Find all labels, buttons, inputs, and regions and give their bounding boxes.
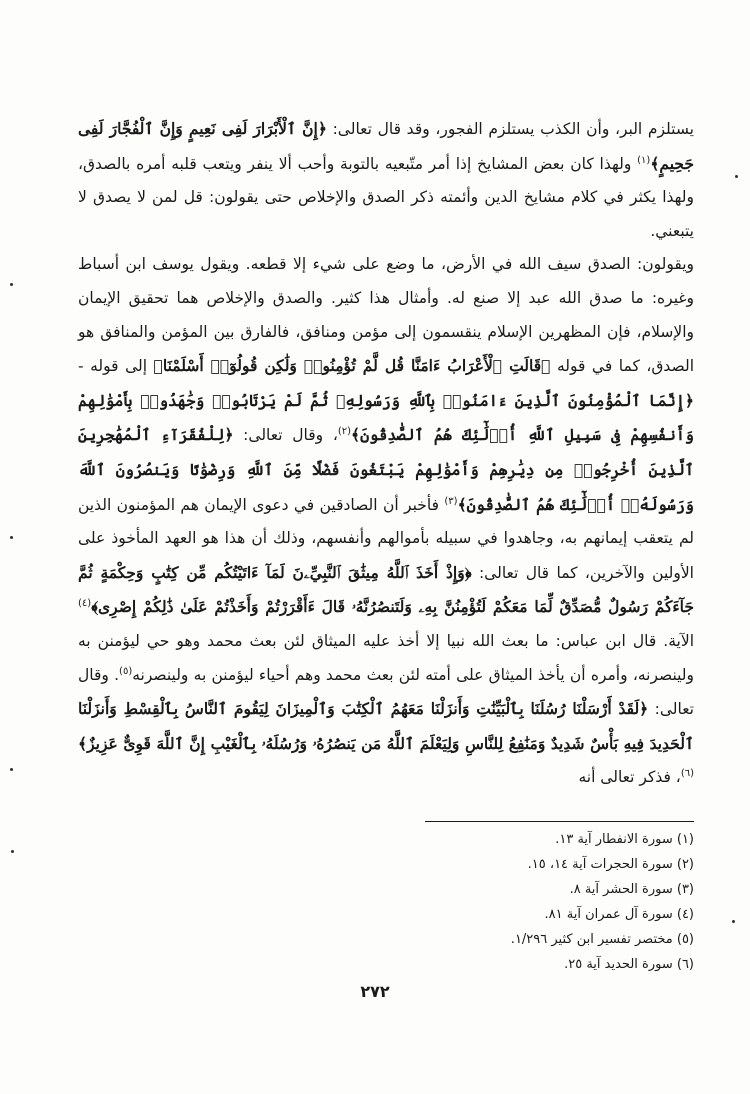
quran-verse: ﴿لِلْفُقَرَآءِ ٱلْمُهَٰجِرِينَ ٱلَّذِينَ أُخْرِجُوا۟ مِن دِيَٰرِهِمْ وَأَمْوَٰلِهِمْ يَبْتَغُونَ فَضْلًا مِّنَ ٱللَّهِ وَرِضْوَٰنًا وَيَنصُرُونَ ٱللَّهَ وَرَسُولَهُۥٓ أُو۟لَٰٓئِكَ هُمُ ٱلصَّٰدِقُونَ﴾ (78, 425, 694, 514)
body-text-run: ويقولون: الصدق سيف الله في الأرض، ما وضع على شيء إلا قطعه. ويقول يوسف ابن أسباط وغيره: ما صدق الله عبد إلا صنع له. وأمثال هذا كثير. والصدق والإخلاص هما تحقيق الإيمان والإسلام، فإن المظهرين الإسلام ينقسمون إلى مؤمن ومنافق، فالفارق بين المؤمن والمنافق هو الصدق، كما في قوله (78, 255, 694, 376)
scan-speck (732, 920, 735, 923)
footnote-4: (٤) سورة آل عمران آية ٨١. (544, 907, 694, 922)
body-text-run: ، وقال تعالى: (233, 426, 338, 445)
body-text-run: يستلزم البر، وأن الكذب يستلزم الفجور، وقد قال تعالى: (326, 120, 694, 138)
footnote-3: (٣) سورة الحشر آية ٨. (569, 882, 694, 897)
page-number: ٢٧٢ (360, 982, 390, 1001)
body-text-run: ، فذكر تعالى أنه (578, 768, 681, 787)
scan-speck (735, 175, 738, 178)
scan-speck (10, 768, 13, 771)
footnote-5: (٥) مختصر تفسير ابن كثير ١/٢٩٦. (510, 932, 694, 947)
footnote-reference: (٢) (337, 426, 352, 438)
body-text-run: الآية. قال ابن عباس: ما بعث الله نبيا إلا أخذ عليه الميثاق لئن بعث محمد وهو حي ليؤمنن به ولينصرنه، وأمره أن يأخذ الميثاق على أمته لئن بعث محمد وهم أحياء ليؤمنن به ولينصرنه (78, 631, 695, 684)
footnote-2: (٢) سورة الحجرات آية ١٤، ١٥. (527, 857, 694, 872)
footnote-reference: (٣) (444, 495, 458, 507)
quran-verse: ﴿قَالَتِ ٱلْأَعْرَابُ ءَامَنَّا قُل لَّمْ تُؤْمِنُوا۟ وَلَٰكِن قُولُوٓا۟ أَسْلَمْنَا﴾ (153, 356, 551, 376)
body-text-run: . وقال تعالى: (78, 665, 695, 719)
paragraph-2 (78, 248, 694, 795)
footnote-reference: (٦) (680, 768, 694, 780)
paragraph-1 (78, 112, 694, 248)
footnotes-list (330, 827, 694, 977)
quran-verse: ﴿وَإِذْ أَخَذَ ٱللَّهُ مِيثَٰقَ ٱلنَّبِيِّۦنَ لَمَآ ءَاتَيْتُكُم مِّن كِتَٰبٍ وَحِكْمَةٍ ثُمَّ جَآءَكُمْ رَسُولٌ مُّصَدِّقٌ لِّمَا مَعَكُمْ لَتُؤْمِنُنَّ بِهِۦ وَلَتَنصُرُنَّهُۥ قَالَ ءَأَقْرَرْتُمْ وَأَخَذْتُمْ عَلَىٰ ذَٰلِكُمْ إِصْرِى﴾ (78, 562, 694, 617)
footnote-reference: (١) (637, 154, 651, 166)
footnote-1: (١) سورة الانفطار آية ١٣. (555, 832, 694, 847)
quran-verse: ﴿لَقَدْ أَرْسَلْنَا رُسُلَنَا بِٱلْبَيِّنَٰتِ وَأَنزَلْنَا مَعَهُمُ ٱلْكِتَٰبَ وَٱلْمِيزَانَ لِيَقُومَ ٱلنَّاسُ بِٱلْقِسْطِ وَأَنزَلْنَا ٱلْحَدِيدَ فِيهِ بَأْسٌ شَدِيدٌ وَمَنَٰفِعُ لِلنَّاسِ وَلِيَعْلَمَ ٱللَّهُ مَن يَنصُرُهُۥ وَرُسُلَهُۥ بِٱلْغَيْبِ إِنَّ ٱللَّهَ قَوِىٌّ عَزِيزٌ﴾ (78, 699, 694, 753)
scan-speck (11, 850, 14, 853)
scan-speck (10, 283, 13, 286)
main-text-block (78, 112, 694, 795)
scan-speck (10, 536, 13, 539)
footnote-reference: (٤) (78, 598, 92, 610)
body-text-run: إلى قوله - (78, 357, 154, 376)
body-text-run: فأخبر أن الصادقين في دعوى الإيمان هم المؤمنون الذين لم يتعقب إيمانهم به، وجاهدوا في سبيله بأموالهم وأنفسهم، وذلك أن هذا هو العهد المأخوذ على الأولين والآخرين، كما قال تعالى: (78, 495, 694, 582)
quran-verse: ﴿إِنَّ ٱلْأَبْرَارَ لَفِى نَعِيمٍ وَإِنَّ ٱلْفُجَّارَ لَفِى جَحِيمٍ﴾ (78, 119, 694, 173)
footnote-6: (٦) سورة الحديد آية ٢٥. (564, 957, 694, 972)
footnote-reference: (٥) (119, 665, 133, 677)
quran-verse: ﴿إِنَّمَا ٱلْمُؤْمِنُونَ ٱلَّذِينَ ءَامَنُوا۟ بِٱللَّهِ وَرَسُولِهِۦ ثُمَّ لَمْ يَرْتَابُوا۟ وَجَٰهَدُوا۟ بِأَمْوَٰلِهِمْ وَأَنفُسِهِمْ فِى سَبِيلِ ٱللَّهِ أُو۟لَٰٓئِكَ هُمُ ٱلصَّٰدِقُونَ﴾ (78, 390, 695, 445)
footnote-divider (425, 821, 694, 822)
body-text-run: ولهذا كان بعض المشايخ إذا أمر متّبعيه بالتوبة وأحب ألا ينفر ويتعب قلبه أمره بالصدق، ولهذا يكثر في كلام مشايخ الدين وأئمته ذكر الصدق والإخلاص حتى يقولون: قل لمن لا يصدق لا يتبعني. (78, 154, 694, 240)
